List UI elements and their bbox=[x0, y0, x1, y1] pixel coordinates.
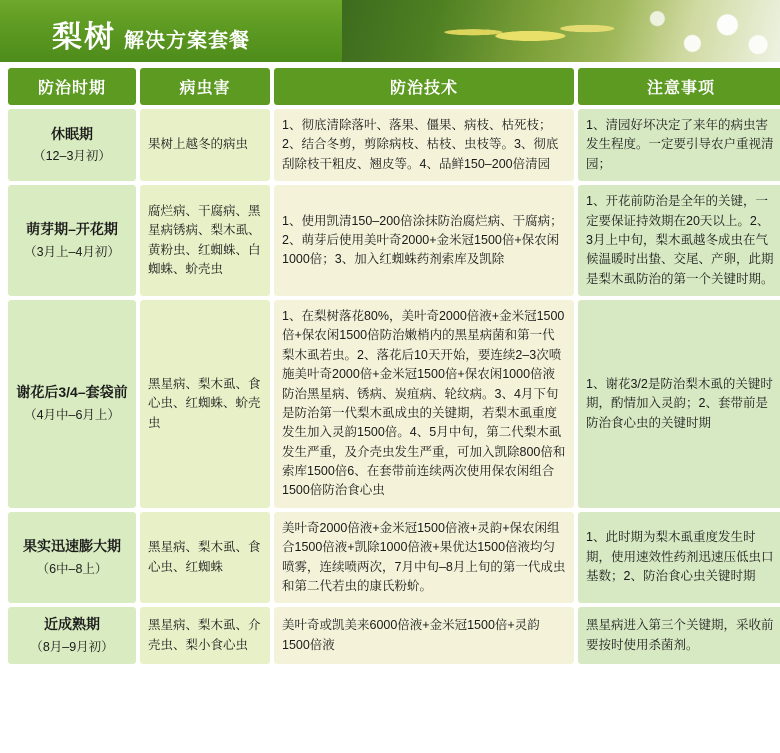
cell-notes bbox=[578, 607, 780, 664]
period-months: （4月中–6月上） bbox=[24, 408, 120, 423]
cell-notes bbox=[578, 512, 780, 604]
cell-period bbox=[8, 512, 136, 604]
cell-notes bbox=[578, 109, 780, 181]
technique-text: 1、在梨树落花80%，美叶奇2000倍液+金米冠1500倍+保农闲1500倍防治嫩梢内的黑星病菌和第一代梨木虱若虫。2、落花后10天开始，要连续2–3次喷施美叶奇2000倍+金米冠1500倍+保农闲1000倍液防治黑星病、锈病、炭疽病、轮纹病。3、4月下旬是防治第一代梨木虱成虫的关键期，若梨木虱重度发生加入灵韵1500倍。4、5月中旬，第二代梨木虱发生严重，及介壳虫发生严重，可加入凯除800倍和索库1500倍6、在套带前连续两次使用保农闲组合1500倍防治食心虫 bbox=[282, 309, 566, 498]
page-title bbox=[52, 12, 250, 56]
period-months: （3月上–4月初） bbox=[24, 244, 120, 259]
column-header-notes: 注意事项 bbox=[578, 68, 780, 105]
solution-table bbox=[4, 64, 780, 668]
period-name: 近成熟期 bbox=[44, 616, 100, 633]
title-sub: 解决方案套餐 bbox=[124, 30, 250, 52]
technique-text: 美叶奇2000倍液+金米冠1500倍液+灵韵+保农闲组合1500倍液+凯除1000倍液+果优达1500倍液均匀喷雾，连续喷两次，7月中旬–8月上旬的第一代成虫和第二代若虫的康氏粉蚧。 bbox=[282, 520, 566, 593]
table-row bbox=[8, 300, 780, 508]
cell-technique bbox=[274, 300, 574, 508]
cell-notes bbox=[578, 300, 780, 508]
notes-text: 1、清园好坏决定了来年的病虫害发生程度。一定要引导农户重视清园； bbox=[586, 118, 774, 171]
pests-text: 果树上越冬的病虫 bbox=[148, 137, 249, 152]
cell-pests bbox=[140, 185, 270, 296]
cell-notes bbox=[578, 185, 780, 296]
period-name: 果实迅速膨大期 bbox=[23, 537, 121, 554]
table-row bbox=[8, 512, 780, 604]
table-row bbox=[8, 109, 780, 181]
technique-text: 1、彻底清除落叶、落果、僵果、病枝、枯死枝；2、结合冬剪，剪除病枝、枯枝、虫枝等。3、彻底刮除枝干粗皮、翘皮等。4、品鲜150–200倍清园 bbox=[282, 118, 559, 171]
header-banner bbox=[0, 0, 780, 62]
column-header-technique: 防治技术 bbox=[274, 68, 574, 105]
cell-period bbox=[8, 185, 136, 296]
period-months: （8月–9月初） bbox=[30, 639, 114, 654]
cell-period bbox=[8, 607, 136, 664]
cell-pests bbox=[140, 109, 270, 181]
cell-technique bbox=[274, 109, 574, 181]
table-header-row bbox=[8, 68, 780, 105]
cell-technique bbox=[274, 607, 574, 664]
cell-pests bbox=[140, 300, 270, 508]
table-row bbox=[8, 185, 780, 296]
cell-period bbox=[8, 109, 136, 181]
pear-orchard-photo bbox=[342, 0, 780, 62]
pests-text: 黑星病、梨木虱、介壳虫、梨小食心虫 bbox=[148, 618, 261, 652]
period-name: 谢花后3/4–套袋前 bbox=[16, 384, 128, 401]
period-months: （6中–8上） bbox=[36, 561, 108, 576]
notes-text: 1、谢花3/2是防治梨木虱的关键时期，酌情加入灵韵；2、套带前是防治食心虫的关键时期 bbox=[586, 376, 773, 430]
period-name: 萌芽期–开花期 bbox=[26, 221, 118, 238]
technique-text: 1、使用凯清150–200倍涂抹防治腐烂病、干腐病；2、萌芽后使用美叶奇2000+金米冠1500倍+保农闲1000倍；3、加入红蜘蛛药剂索库及凯除 bbox=[282, 213, 563, 267]
cell-pests bbox=[140, 512, 270, 604]
technique-text: 美叶奇或凯美来6000倍液+金米冠1500倍+灵韵1500倍液 bbox=[282, 618, 540, 652]
notes-text: 1、此时期为梨木虱重度发生时期，使用速效性药剂迅速压低虫口基数；2、防治食心虫关键时期 bbox=[586, 530, 774, 584]
cell-technique bbox=[274, 185, 574, 296]
table-row bbox=[8, 607, 780, 664]
notes-text: 黑星病进入第三个关键期，采收前要按时使用杀菌剂。 bbox=[586, 618, 774, 652]
pests-text: 腐烂病、干腐病、黑星病锈病、梨木虱、黄粉虫、红蜘蛛、白蜘蛛、蚧壳虫 bbox=[148, 203, 261, 276]
period-months: （12–3月初） bbox=[33, 149, 111, 164]
column-header-pests: 病虫害 bbox=[140, 68, 270, 105]
cell-technique bbox=[274, 512, 574, 604]
pests-text: 黑星病、梨木虱、食心虫、红蜘蛛、蚧壳虫 bbox=[148, 376, 261, 430]
column-header-period: 防治时期 bbox=[8, 68, 136, 105]
period-name: 休眠期 bbox=[51, 125, 93, 142]
notes-text: 1、开花前防治是全年的关键，一定要保证持效期在20天以上。2、3月上中旬，梨木虱越冬成虫在气候温暖时出蛰、交尾、产卵，此期是梨木虱防治的第一个关键时期。 bbox=[586, 194, 774, 286]
title-main: 梨树 bbox=[52, 20, 116, 55]
cell-pests bbox=[140, 607, 270, 664]
pests-text: 黑星病、梨木虱、食心虫、红蜘蛛 bbox=[148, 540, 261, 574]
cell-period bbox=[8, 300, 136, 508]
